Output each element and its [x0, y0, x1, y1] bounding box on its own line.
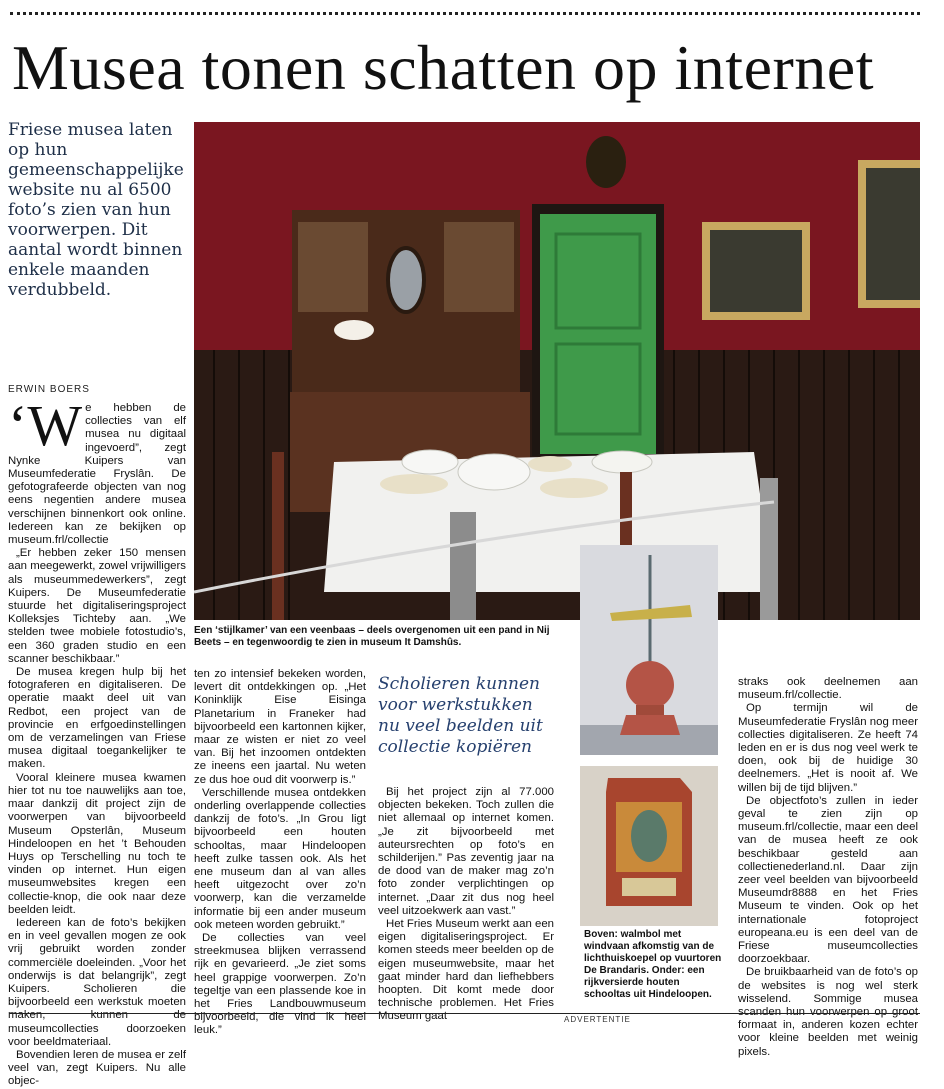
paragraph: De collecties van veel streekmusea blijken verrassend rijk en gevarieerd. „Je ziet soms heel grappige voorwerpen. Zo’n tegeltje van een plassende koe in het Fries Landbouwmuseum bijvoorbeeld, die vind ik heel leuk.” [194, 932, 366, 1037]
main-photo [194, 122, 920, 620]
headline: Musea tonen schatten op internet [12, 32, 874, 103]
intro-lead: Friese musea laten op hun gemeenschappelijke website nu al 6500 foto’s zien van hun voorwerpen. Dit aantal wordt binnen enkele maanden verdubbeld. [8, 120, 184, 300]
article-column-2 [194, 668, 366, 1038]
paragraph: Bovendien leren de musea er zelf veel van, zegt Kuipers. Nu alle objec- [8, 1048, 186, 1088]
period-room-illustration [194, 122, 920, 620]
side-photo-caption: Boven: walmbol met windvaan afkomstig van de lichthuiskoepel op vuurtoren De Brandaris. Onder: een rijkversierde houten schooltas uit Hindeloopen. [584, 929, 722, 1000]
paragraph: Het Fries Museum werkt aan een eigen digitaliseringsproject. Er komen steeds meer beelden op de eigen museumwebsite, maar het gaat minder hard dan liefhebbers hoopten. Dit komt mede door technische problemen. Het Fries Museum gaat [378, 918, 554, 1023]
paragraph: „Er hebben zeker 150 mensen aan meegewerkt, zowel vrijwilligers als museummedewerkers”, zegt Kuipers. De Museumfederatie stuurde het digitaliseringsproject Kolleksjes Tichteby aan. „We stelden twee mobiele fotostudio’s, een 360 graden studio en een scanner beschikbaar.” [8, 547, 186, 665]
advertisement-label: ADVERTENTIE [564, 1015, 631, 1024]
pull-quote: Scholieren kunnen voor werkstukken nu veel beelden uit collectie kopiëren [378, 674, 543, 757]
weathervane-illustration [580, 545, 718, 755]
drop-cap: ‘W [8, 393, 83, 458]
article-column-4 [738, 676, 918, 1059]
main-photo-caption: Een ‘stijlkamer’ van een veenbaas – deels overgenomen uit een pand in Nij Beets – en tegenwoordig te zien in museum It Damshûs. [194, 625, 550, 648]
school-bag-photo [580, 766, 718, 926]
paragraph [8, 393, 186, 547]
byline: ERWIN BOERS [8, 384, 90, 395]
article-column-3 [378, 786, 554, 1024]
paragraph-text: e hebben de collecties van elf musea nu digitaal ingevoerd”, zegt Nynke Kuipers van Museumfederatie Fryslân. De gefotografeerde objecten van nog eens negentien andere musea verschijnen binnenkort ook online. Iedereen kan ze bekijken op museum.frl/collectie [8, 402, 186, 547]
article-column-1 [8, 393, 186, 1089]
paragraph: De bruikbaarheid van de foto’s op de websites is nog wel sterk wisselend. Sommige musea scanden hun voorwerpen op groot formaat in, anderen kozen echter voor kleine beelden met weinig pixels. [738, 966, 918, 1058]
paragraph: Iedereen kan de foto’s bekijken en in veel gevallen mogen ze ook vrij gebruikt worden zonder commerciële doeleinden. „Voor het onderwijs is dat belangrijk”, zegt Kuipers. Scholieren die bijvoorbeeld een werkstuk moeten maken, kunnen de museumcollecties doorzoeken voor beeldmateriaal. [8, 916, 186, 1048]
paragraph: Verschillende musea ontdekken onderling overlappende collecties dankzij de foto’s. „In Grou ligt bijvoorbeeld een houten schooltas, maar Hindeloopen heeft zulke tassen ook. Als het ene museum dan al van alles heeft uitgezocht over zo’n voorwerp, kan die verzamelde informatie bij een ander museum ook meteen worden gebruikt.” [194, 786, 366, 931]
paragraph: Vooral kleinere musea kwamen hier tot nu toe nauwelijks aan toe, maar dankzij dit project zijn de voorwerpen van bijvoorbeeld Museum Opsterlân, Museum Hindeloopen en het ’t Behouden Huys op Terschelling nu toch te vinden op internet. Hun eigen museumwebsites kregen een collectie-knop, die ook naar deze beelden leidt. [8, 771, 186, 916]
paragraph: ten zo intensief bekeken worden, levert dit ontdekkingen op. „Het Koninklijk Eise Eisinga Planetarium in Franeker had bijvoorbeeld een kartonnen kijker, maar ze wisten er niet zo veel van. Bij het inzoomen ontdekten ze ineens een jaartal. Nu weten ze dus hoe oud dit voorwerp is.” [194, 668, 366, 786]
paragraph: straks ook deelnemen aan museum.frl/collectie. [738, 676, 918, 702]
paragraph: De musea kregen hulp bij het fotograferen en digitaliseren. De operatie maakt deel uit van Redbot, een project van de provincie en erfgoedinstellingen om de verzamelingen van Friese musea digitaal toegankelijker te maken. [8, 666, 186, 771]
weathervane-photo [580, 545, 718, 755]
paragraph: Bij het project zijn al 77.000 objecten bekeken. Toch zullen die niet allemaal op internet komen. „Je zit bijvoorbeeld met auteursrechten op foto’s en schilderijen.” Pas zeventig jaar na de dood van de maker mag zo’n foto zonder verplichtingen op internet. „Daar zit dus nog heel veel uitzoekwerk aan vast.” [378, 786, 554, 917]
paragraph: Op termijn wil de Museumfederatie Fryslân nog meer collecties digitaliseren. Ze heeft 74 leden en er is dus nog veel werk te doen, ook bij de huidige 30 deelnemers. „Het is nooit af. We willen bij de tijd blijven.” [738, 702, 918, 794]
bottom-rule [10, 1013, 920, 1014]
paragraph: De objectfoto’s zullen in ieder geval te zien zijn op museum.frl/collectie, maar een deel van de musea heeft ze ook beschikbaar gesteld aan collectienederland.nl. Daar zijn zeer veel beelden van bijvoorbeeld Museumdr8888 en het Fries Museum te vinden. Ook op het internationale fotoproject europeana.eu is een deel van de Friese museumcollecties doorzoekbaar. [738, 794, 918, 966]
school-bag-illustration [580, 766, 718, 926]
top-dotted-rule [10, 12, 920, 15]
